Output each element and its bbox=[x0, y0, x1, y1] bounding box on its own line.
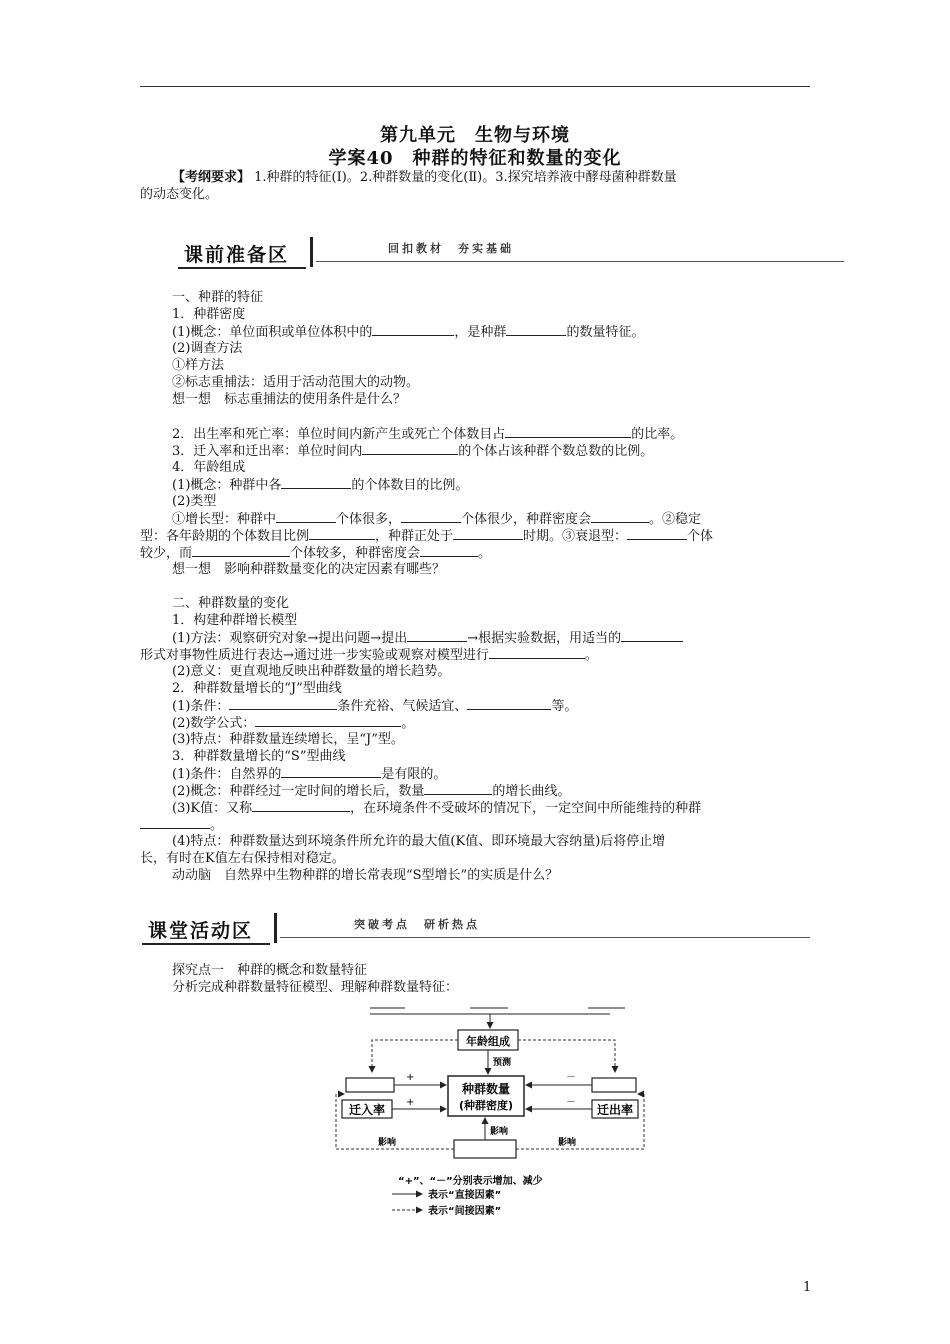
influence-label-left: 影响 bbox=[378, 1138, 397, 1148]
sec2-heading: 二、种群数量的变化 bbox=[172, 596, 290, 611]
predict-label: 预测 bbox=[493, 1058, 512, 1068]
sec2-item1-2: (2)意义：更直观地反映出种群数量的增长趋势。 bbox=[172, 664, 451, 679]
influence-label-center: 影响 bbox=[490, 1127, 509, 1137]
sec1-heading: 一、种群的特征 bbox=[172, 290, 264, 305]
sec1-item4-2b: 型：各年龄期的个体数目比例 ，种群正处于 时期。③衰退型： 个体 bbox=[140, 529, 714, 544]
sec1-item1-1: (1)概念：单位面积或单位体积中的 ，是种群 的数量特征。 bbox=[172, 325, 645, 340]
sec2-item3-3: (3)K值：又称 ，在环境条件不受破坏的情况下，一定空间中所能维持的种群 bbox=[172, 801, 702, 816]
legend-direct: 表示“直接因素” bbox=[428, 1190, 502, 1201]
banner-in-class bbox=[142, 913, 810, 947]
influence-label-right: 影响 bbox=[558, 1138, 577, 1148]
sec1-item4: 4．年龄组成 bbox=[172, 460, 246, 475]
population-density-label: (种群密度) bbox=[458, 1099, 514, 1112]
minus-bottom-right: － bbox=[566, 1097, 576, 1108]
unit-title: 第九单元 生物与环境 bbox=[380, 125, 570, 146]
banner-pre-class bbox=[178, 237, 844, 271]
sec1-item3: 3．迁入率和迁出率：单位时间内 的个体占该种群个数总数的比例。 bbox=[172, 444, 654, 459]
right-blank-box bbox=[592, 1078, 636, 1092]
population-characteristics-diagram bbox=[330, 1002, 650, 1222]
sec2-item3-3b: 。 bbox=[140, 816, 223, 834]
requirements-label: 【考纲要求】 bbox=[172, 170, 251, 185]
plus-bottom-left: + bbox=[406, 1097, 415, 1108]
requirements-text: 1.种群的特征(Ⅰ)。2.种群数量的变化(Ⅱ)。3.探究培养液中酵母菌种群数量 bbox=[254, 170, 677, 185]
header-rule bbox=[140, 86, 810, 87]
banner-bar bbox=[310, 237, 313, 267]
sec3-point1: 探究点一 种群的概念和数量特征 bbox=[172, 963, 368, 978]
think3: 动动脑 自然界中生物种群的增长常表现“S型增长”的实质是什么？ bbox=[172, 868, 559, 883]
banner-subtitle: 回扣教材 夯实基础 bbox=[388, 242, 514, 255]
banner-subtitle: 突破考点 研析热点 bbox=[354, 918, 480, 931]
requirements-text-2: 的动态变化。 bbox=[140, 187, 219, 202]
age-composition-label: 年龄组成 bbox=[466, 1035, 510, 1048]
sec2-item1-1: (1)方法：观察研究对象→提出问题→提出 →根据实验数据，用适当的 bbox=[172, 629, 683, 647]
sec2-item2-2: (2)数学公式： 。 bbox=[172, 716, 415, 731]
sec1-item1-2a: ①样方法 bbox=[172, 358, 225, 373]
requirements-line bbox=[172, 169, 677, 186]
sec1-item4-2c: 较少，而 个体较多，种群密度会 。 bbox=[140, 546, 492, 561]
sec2-item3-1: (1)条件：自然界的 是有限的。 bbox=[172, 767, 447, 782]
page-number: 1 bbox=[803, 1280, 812, 1295]
sec2-item3-4: (4)特点：种群数量达到环境条件所允许的最大值(K值、即环境最大容纳量)后将停止增 bbox=[172, 834, 666, 849]
emigration-label: 迁出率 bbox=[596, 1103, 634, 1117]
sec2-item3-2: (2)概念：种群经过一定时间的增长后，数量 的增长曲线。 bbox=[172, 784, 571, 799]
sec3-point2: 分析完成种群数量特征模型、理解种群数量特征： bbox=[172, 980, 459, 995]
dashed-age-left bbox=[372, 1040, 458, 1072]
sec2-item2-3: (3)特点：种群数量连续增长，呈“J”型。 bbox=[172, 732, 404, 747]
plus-top-left: + bbox=[406, 1072, 415, 1083]
left-blank-box bbox=[346, 1078, 394, 1092]
sec1-item1: 1．种群密度 bbox=[172, 307, 246, 322]
banner-title: 课前准备区 bbox=[184, 244, 290, 266]
sec2-item2-1: (1)条件： 条件充裕、气候适宜、 等。 bbox=[172, 699, 578, 714]
legend-indirect: 表示“间接因素” bbox=[428, 1206, 502, 1217]
banner-title: 课堂活动区 bbox=[148, 920, 254, 942]
bottom-blank-box bbox=[454, 1140, 516, 1158]
sec1-item2: 2．出生率和死亡率：单位时间内新产生或死亡个体数目占 的比率。 bbox=[172, 427, 684, 442]
lesson-title: 学案40 种群的特征和数量的变化 bbox=[328, 148, 622, 169]
sec2-item1: 1．构建种群增长模型 bbox=[172, 613, 298, 628]
sec1-item1-2b: ②标志重捕法：适用于活动范围大的动物。 bbox=[172, 375, 420, 390]
banner-bar bbox=[274, 913, 277, 943]
think2: 想一想 影响种群数量变化的决定因素有哪些？ bbox=[172, 562, 446, 577]
sec1-item4-1: (1)概念：种群中各 的个体数目的比例。 bbox=[172, 478, 469, 493]
immigration-label: 迁入率 bbox=[348, 1103, 386, 1117]
sec1-item4-2: (2)类型 bbox=[172, 494, 217, 509]
sec2-item3-4b: 长，有时在K值左右保持相对稳定。 bbox=[140, 851, 345, 866]
legend-sign: “+”、“－”分别表示增加、减少 bbox=[398, 1176, 543, 1187]
sec2-item2: 2．种群数量增长的“J”型曲线 bbox=[172, 681, 342, 696]
sec2-item3: 3．种群数量增长的“S”型曲线 bbox=[172, 749, 346, 764]
sec1-item4-2a: ①增长型：种群中 个体很多， 个体很少，种群密度会 。②稳定 bbox=[172, 512, 702, 527]
minus-top-right: － bbox=[566, 1072, 576, 1083]
think1: 想一想 标志重捕法的使用条件是什么？ bbox=[172, 392, 407, 407]
banner-rule bbox=[316, 261, 844, 262]
banner-box bbox=[142, 913, 270, 945]
sec2-item1-1b: 形式对事物性质进行表达→通过进一步实验或观察对模型进行 。 bbox=[140, 648, 598, 663]
sec1-item1-2: (2)调查方法 bbox=[172, 341, 243, 356]
banner-box bbox=[178, 237, 306, 269]
banner-rule bbox=[280, 937, 810, 938]
dashed-age-right bbox=[518, 1040, 615, 1072]
population-label: 种群数量 bbox=[461, 1082, 511, 1096]
